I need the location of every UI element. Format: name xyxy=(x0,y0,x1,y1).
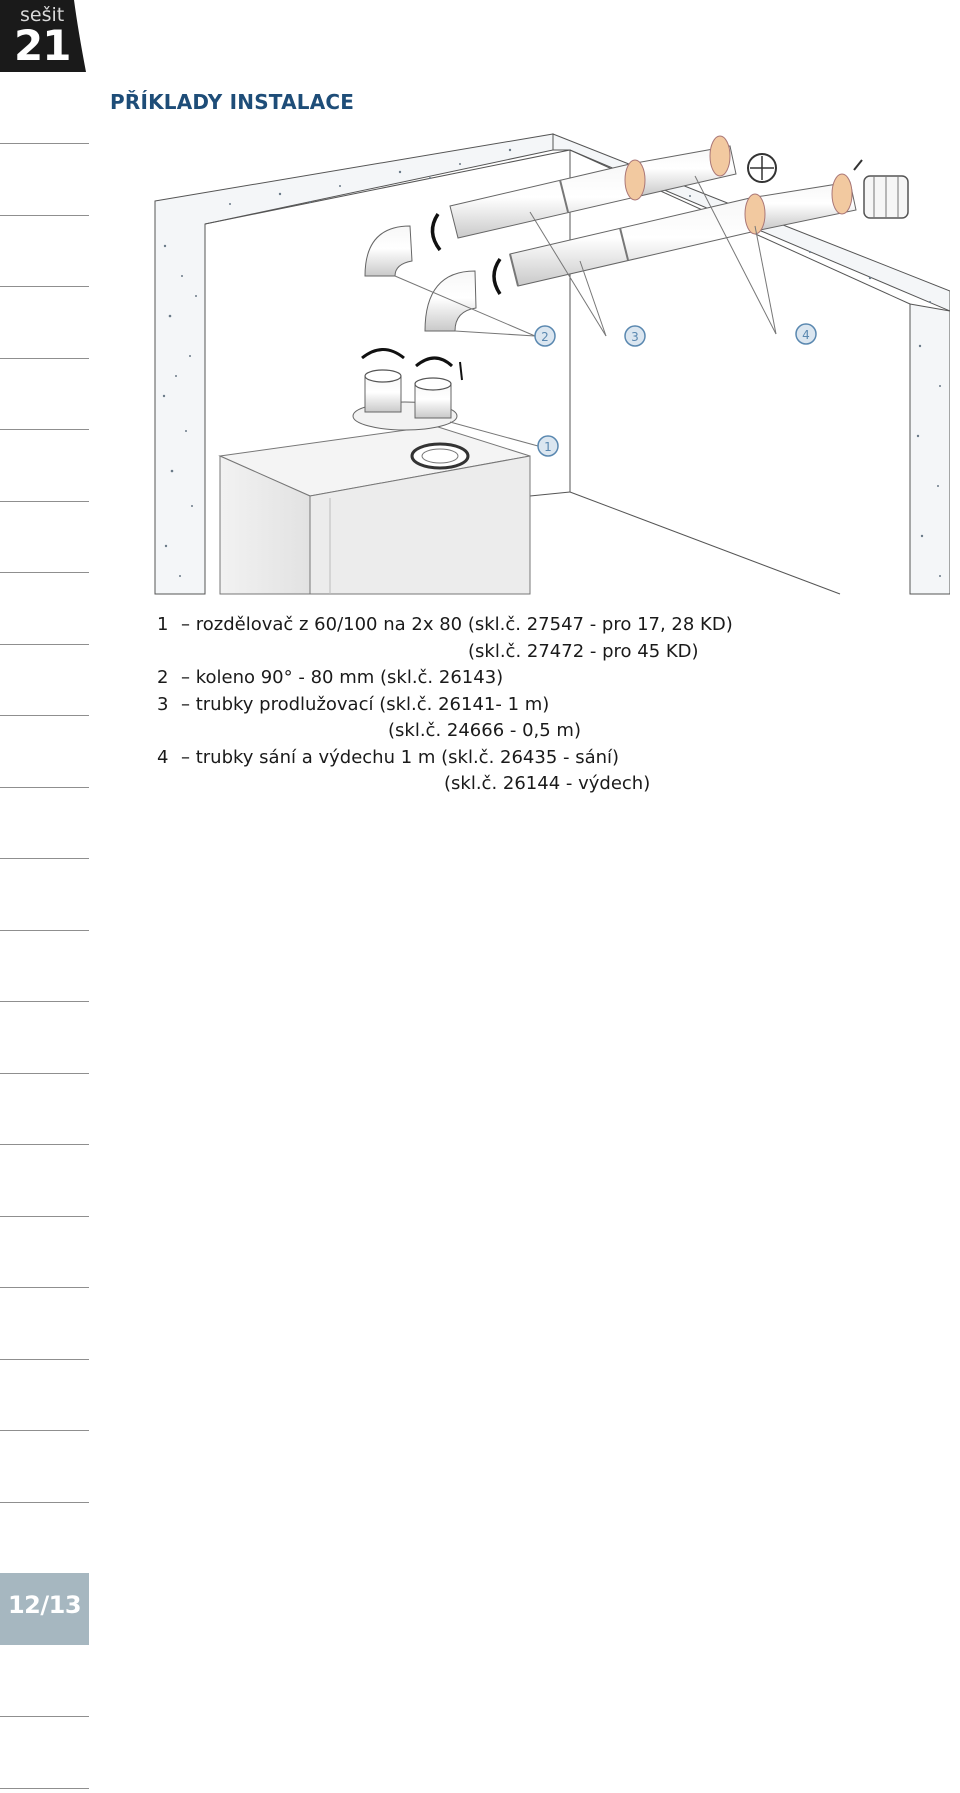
page-title: PŘÍKLADY INSTALACE xyxy=(110,90,355,114)
margin-rule xyxy=(0,358,89,359)
margin-rule xyxy=(0,429,89,430)
margin-rule xyxy=(0,858,89,859)
margin-rule xyxy=(0,1430,89,1431)
margin-rule xyxy=(0,1359,89,1360)
legend-item-text: – rozdělovač z 60/100 na 2x 80 (skl.č. 27547 - pro 17, 28 KD) xyxy=(181,614,733,635)
margin-rule xyxy=(0,143,89,144)
parts-legend xyxy=(157,612,937,798)
callout-1-label: 1 xyxy=(544,440,552,454)
margin-rule xyxy=(0,1001,89,1002)
margin-rule xyxy=(0,644,89,645)
callout-3-label: 3 xyxy=(631,330,639,344)
legend-item-text: (skl.č. 24666 - 0,5 m) xyxy=(388,720,581,741)
legend-item-text: – koleno 90° - 80 mm (skl.č. 26143) xyxy=(181,667,504,688)
callout-1 xyxy=(538,436,558,456)
callout-4 xyxy=(796,324,816,344)
section-tab xyxy=(0,0,86,72)
legend-item-number: 4 xyxy=(157,746,169,768)
margin-rule xyxy=(0,1144,89,1145)
legend-item-number: 1 xyxy=(157,614,169,635)
boiler-unit xyxy=(220,426,530,594)
page-number-badge xyxy=(0,1573,89,1645)
legend-item-number: 3 xyxy=(157,693,169,715)
margin-rule xyxy=(0,501,89,502)
margin-rule xyxy=(0,215,89,216)
section-tab-number: 21 xyxy=(14,21,71,70)
margin-rule xyxy=(0,715,89,716)
margin-rule xyxy=(0,572,89,573)
installation-figure xyxy=(150,126,950,596)
legend-item-4-continuation xyxy=(157,771,937,798)
callout-2 xyxy=(535,326,555,346)
margin-rule xyxy=(0,1502,89,1503)
installation-illustration xyxy=(150,126,950,596)
margin-rule xyxy=(0,787,89,788)
margin-rule xyxy=(0,286,89,287)
margin-rule xyxy=(0,1216,89,1217)
legend-item-4 xyxy=(157,745,937,772)
margin-rule xyxy=(0,1788,89,1789)
callout-2-label: 2 xyxy=(541,330,549,344)
page-number: 12/13 xyxy=(7,1591,82,1619)
margin-rule xyxy=(0,1287,89,1288)
legend-item-1 xyxy=(157,612,937,639)
margin-rule xyxy=(0,930,89,931)
legend-item-3 xyxy=(157,692,937,719)
flue-splitter xyxy=(353,350,462,431)
legend-item-3-continuation xyxy=(157,718,937,745)
callout-3 xyxy=(625,326,645,346)
legend-item-number: 2 xyxy=(157,667,169,688)
callout-4-label: 4 xyxy=(802,328,810,342)
legend-item-text: (skl.č. 26144 - výdech) xyxy=(444,773,651,794)
legend-item-text: (skl.č. 27472 - pro 45 KD) xyxy=(468,640,699,662)
legend-item-text: – trubky sání a výdechu 1 m (skl.č. 26435 - sání) xyxy=(181,746,620,768)
margin-rule xyxy=(0,1073,89,1074)
legend-item-text: – trubky prodlužovací (skl.č. 26141- 1 m) xyxy=(181,693,550,715)
section-tab-label: sešit xyxy=(20,4,65,26)
legend-item-2 xyxy=(157,665,937,692)
legend-item-1-continuation xyxy=(157,639,937,666)
margin-rule xyxy=(0,1716,89,1717)
